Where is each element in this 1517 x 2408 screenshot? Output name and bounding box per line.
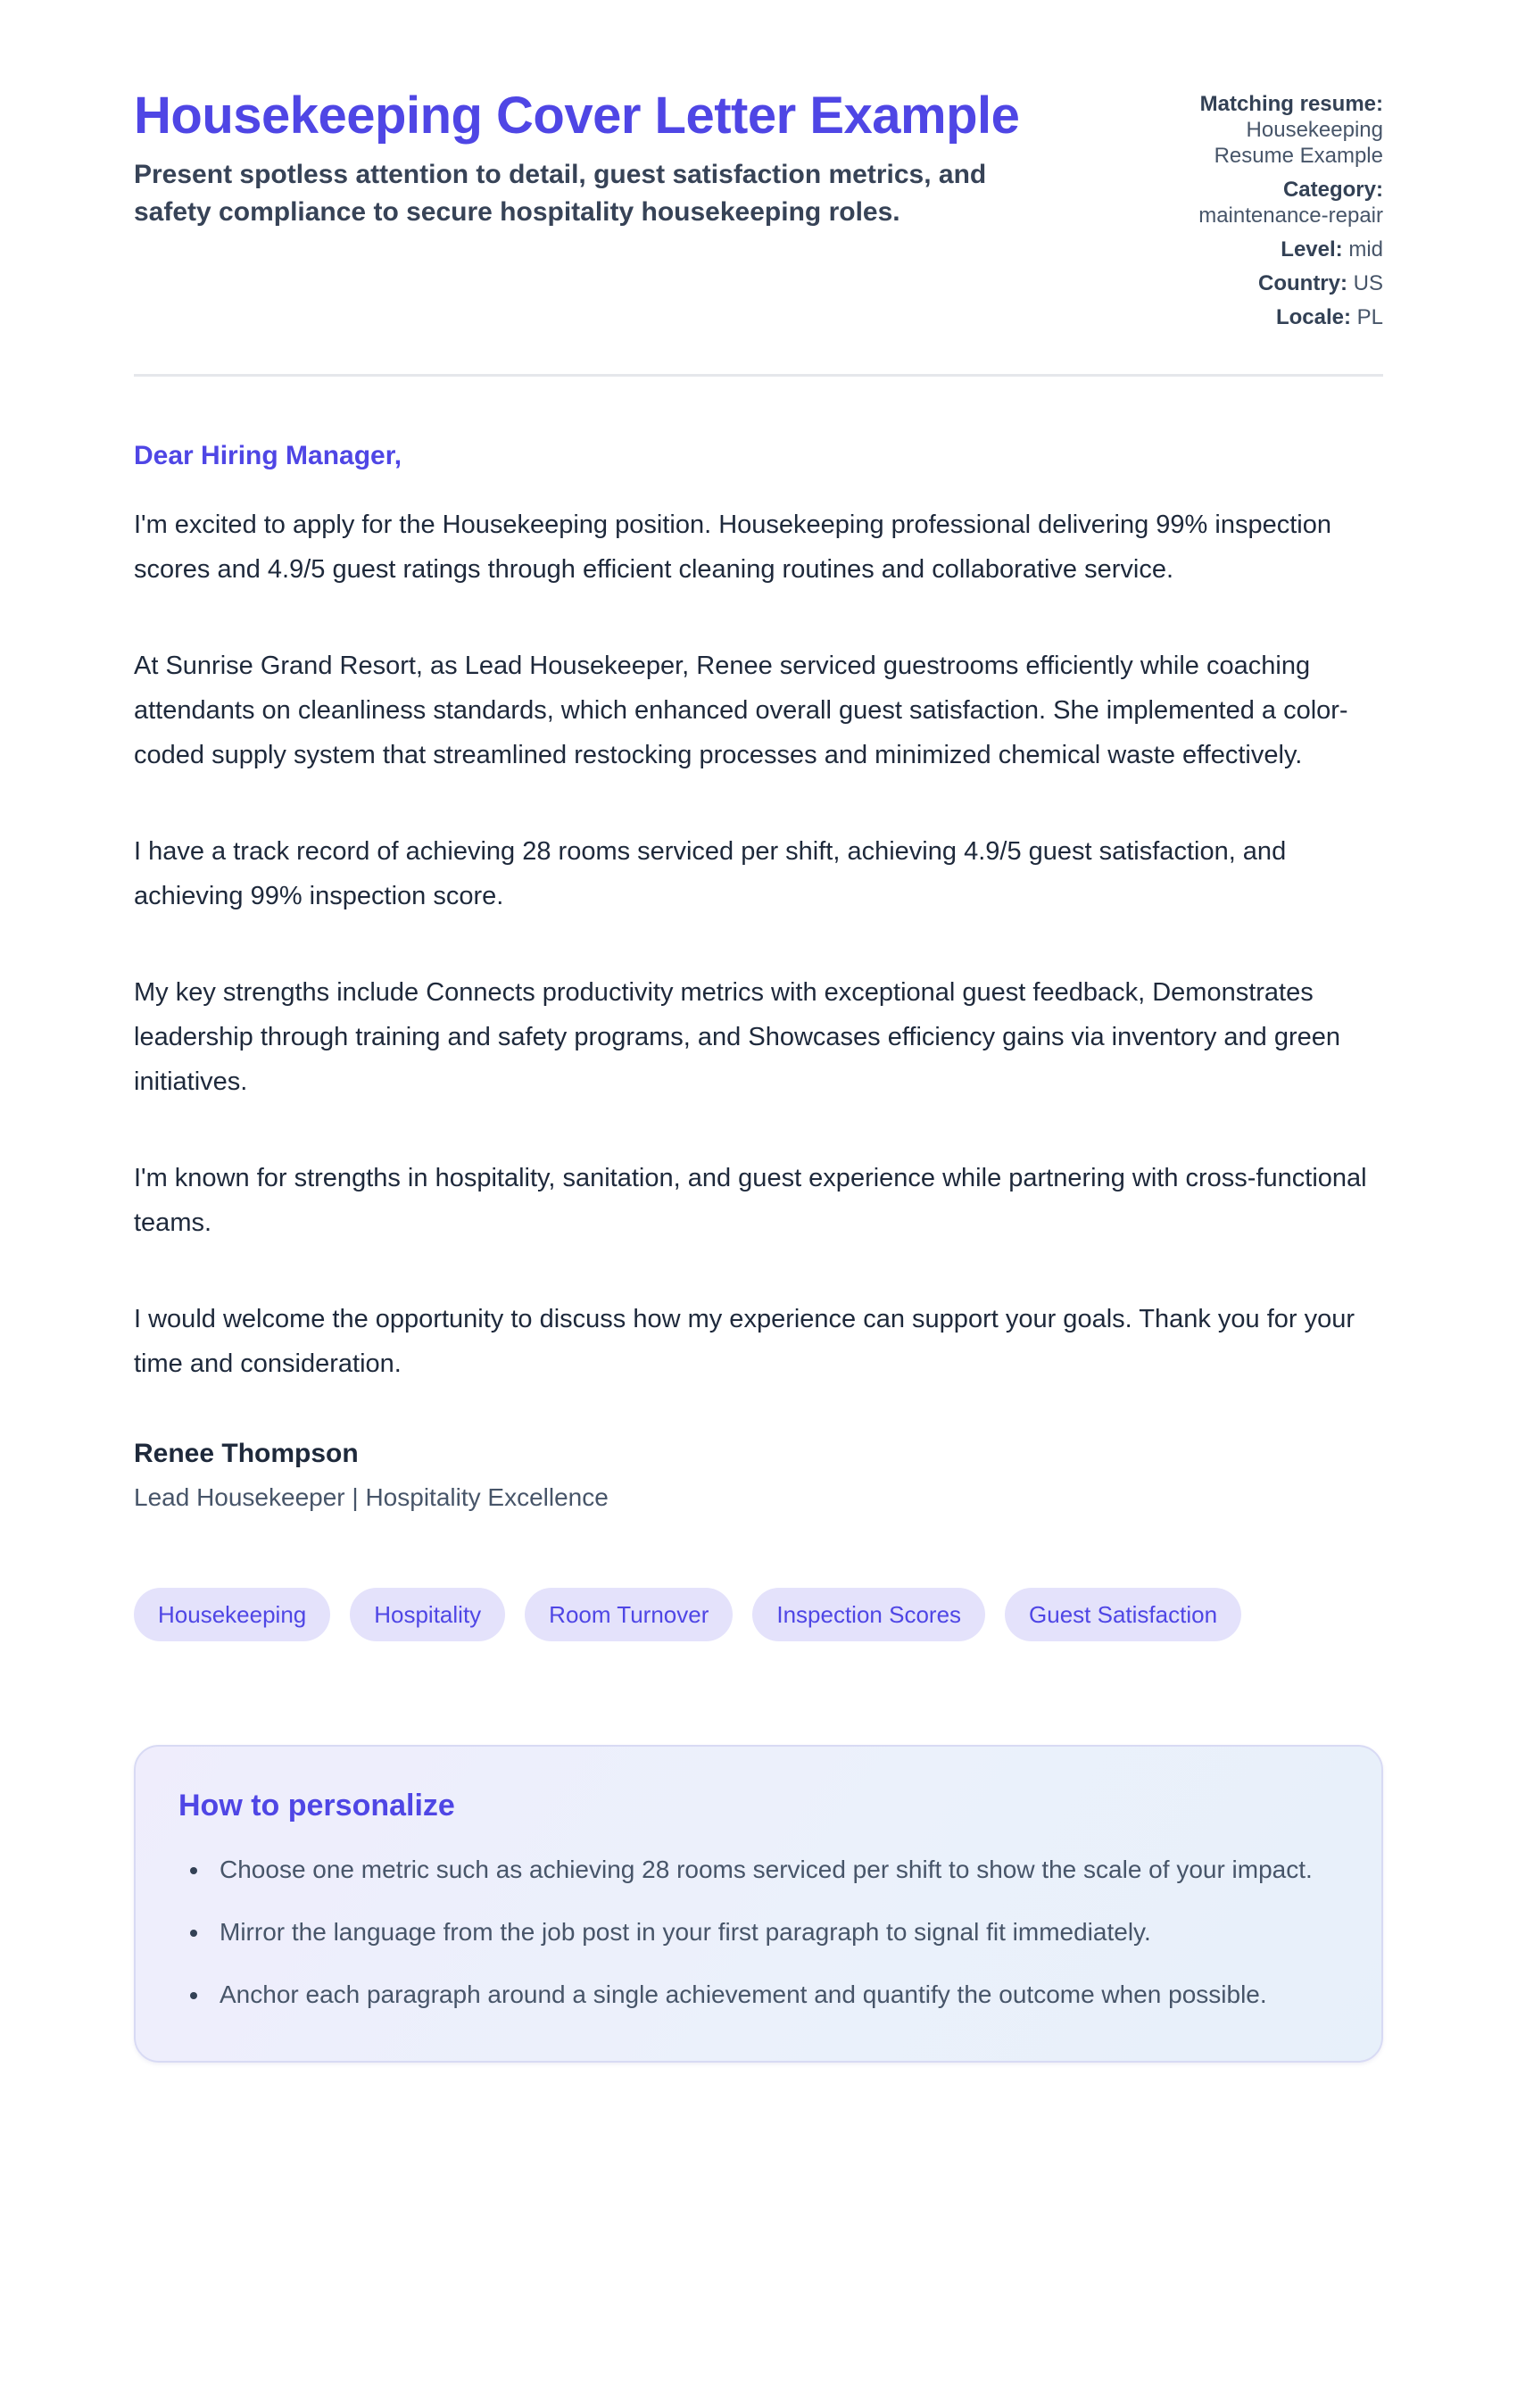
cover-letter-body: [134, 441, 1383, 1513]
page-container: [134, 0, 1383, 2063]
personalize-heading: How to personalize: [178, 1788, 455, 1823]
personalize-list: [178, 1847, 1339, 2018]
header-divider: [134, 374, 1383, 377]
letter-paragraph: I would welcome the opportunity to discuss how my experience can support your goals. Thank you for your time and consideration.: [134, 1305, 1355, 1378]
letter-paragraph: I'm known for strengths in hospitality, sanitation, and guest experience while partnering with cross-functional teams.: [134, 1164, 1367, 1237]
letter-paragraph: At Sunrise Grand Resort, as Lead Housekeeper, Renee serviced guestrooms efficiently while coaching attendants on cleanliness standards, which enhanced overall guest satisfaction. She implemented a color-coded supply system that streamlined restocking processes and minimized chemical waste effectively.: [134, 652, 1348, 769]
personalize-bullet: • Mirror the language from the job post in your first paragraph to signal fit immediately.: [211, 1909, 1339, 1955]
personalize-bullet: • Anchor each paragraph around a single achievement and quantify the outcome when possible.: [211, 1972, 1339, 2018]
personalize-tips-box: [134, 1745, 1383, 2063]
header-title-block: [134, 86, 1026, 231]
letter-paragraph: My key strengths include Connects productivity metrics with exceptional guest feedback, Demonstrates leadership through training and safety programs, and Showcases efficiency gains via inventory and green initiatives.: [134, 978, 1340, 1096]
page-title: Housekeeping Cover Letter Example: [134, 87, 1020, 145]
tag-inspection-scores[interactable]: Inspection Scores: [752, 1588, 985, 1641]
meta-label: Matching resume:: [1199, 92, 1383, 116]
meta-value: US: [1353, 271, 1383, 295]
tag-housekeeping[interactable]: Housekeeping: [134, 1588, 330, 1641]
meta-value: mid: [1348, 237, 1383, 262]
tag-guest-satisfaction[interactable]: Guest Satisfaction: [1005, 1588, 1241, 1641]
header: [134, 86, 1383, 338]
tag-list: [134, 1588, 1383, 1641]
meta-value: maintenance-repair: [1198, 203, 1383, 228]
meta-item-matching-resume: [1187, 91, 1383, 169]
signature-block: [134, 1438, 1383, 1513]
personalize-bullet: • Choose one metric such as achieving 28 rooms serviced per shift to show the scale of your impact.: [211, 1847, 1339, 1893]
meta-label: Level:: [1281, 237, 1343, 262]
tag-room-turnover[interactable]: Room Turnover: [525, 1588, 733, 1641]
signature-name: Renee Thompson: [134, 1439, 359, 1468]
meta-label: Country:: [1258, 271, 1347, 295]
resume-meta-block: [1187, 86, 1383, 338]
page-subtitle: Present spotless attention to detail, guest satisfaction metrics, and safety compliance to secure hospitality housekeeping roles.: [134, 160, 987, 228]
meta-value: PL: [1356, 305, 1383, 329]
letter-greeting: Dear Hiring Manager,: [134, 441, 402, 470]
letter-paragraph: I have a track record of achieving 28 rooms serviced per shift, achieving 4.9/5 guest satisfaction, and achieving 99% inspection score.: [134, 837, 1287, 910]
meta-item-level: [1187, 237, 1383, 262]
meta-label: Locale:: [1275, 305, 1351, 329]
meta-item-country: [1187, 270, 1383, 296]
meta-item-locale: [1187, 304, 1383, 330]
signature-title: Lead Housekeeper | Hospitality Excellence: [134, 1483, 609, 1511]
meta-item-category: [1187, 177, 1383, 228]
meta-label: Category:: [1282, 178, 1383, 202]
meta-value: Housekeeping Resume Example: [1214, 118, 1383, 168]
letter-paragraph: I'm excited to apply for the Housekeeping position. Housekeeping professional delivering 99% inspection scores and 4.9/5 guest ratings through efficient cleaning routines and collaborative service.: [134, 511, 1331, 584]
tag-hospitality[interactable]: Hospitality: [350, 1588, 505, 1641]
